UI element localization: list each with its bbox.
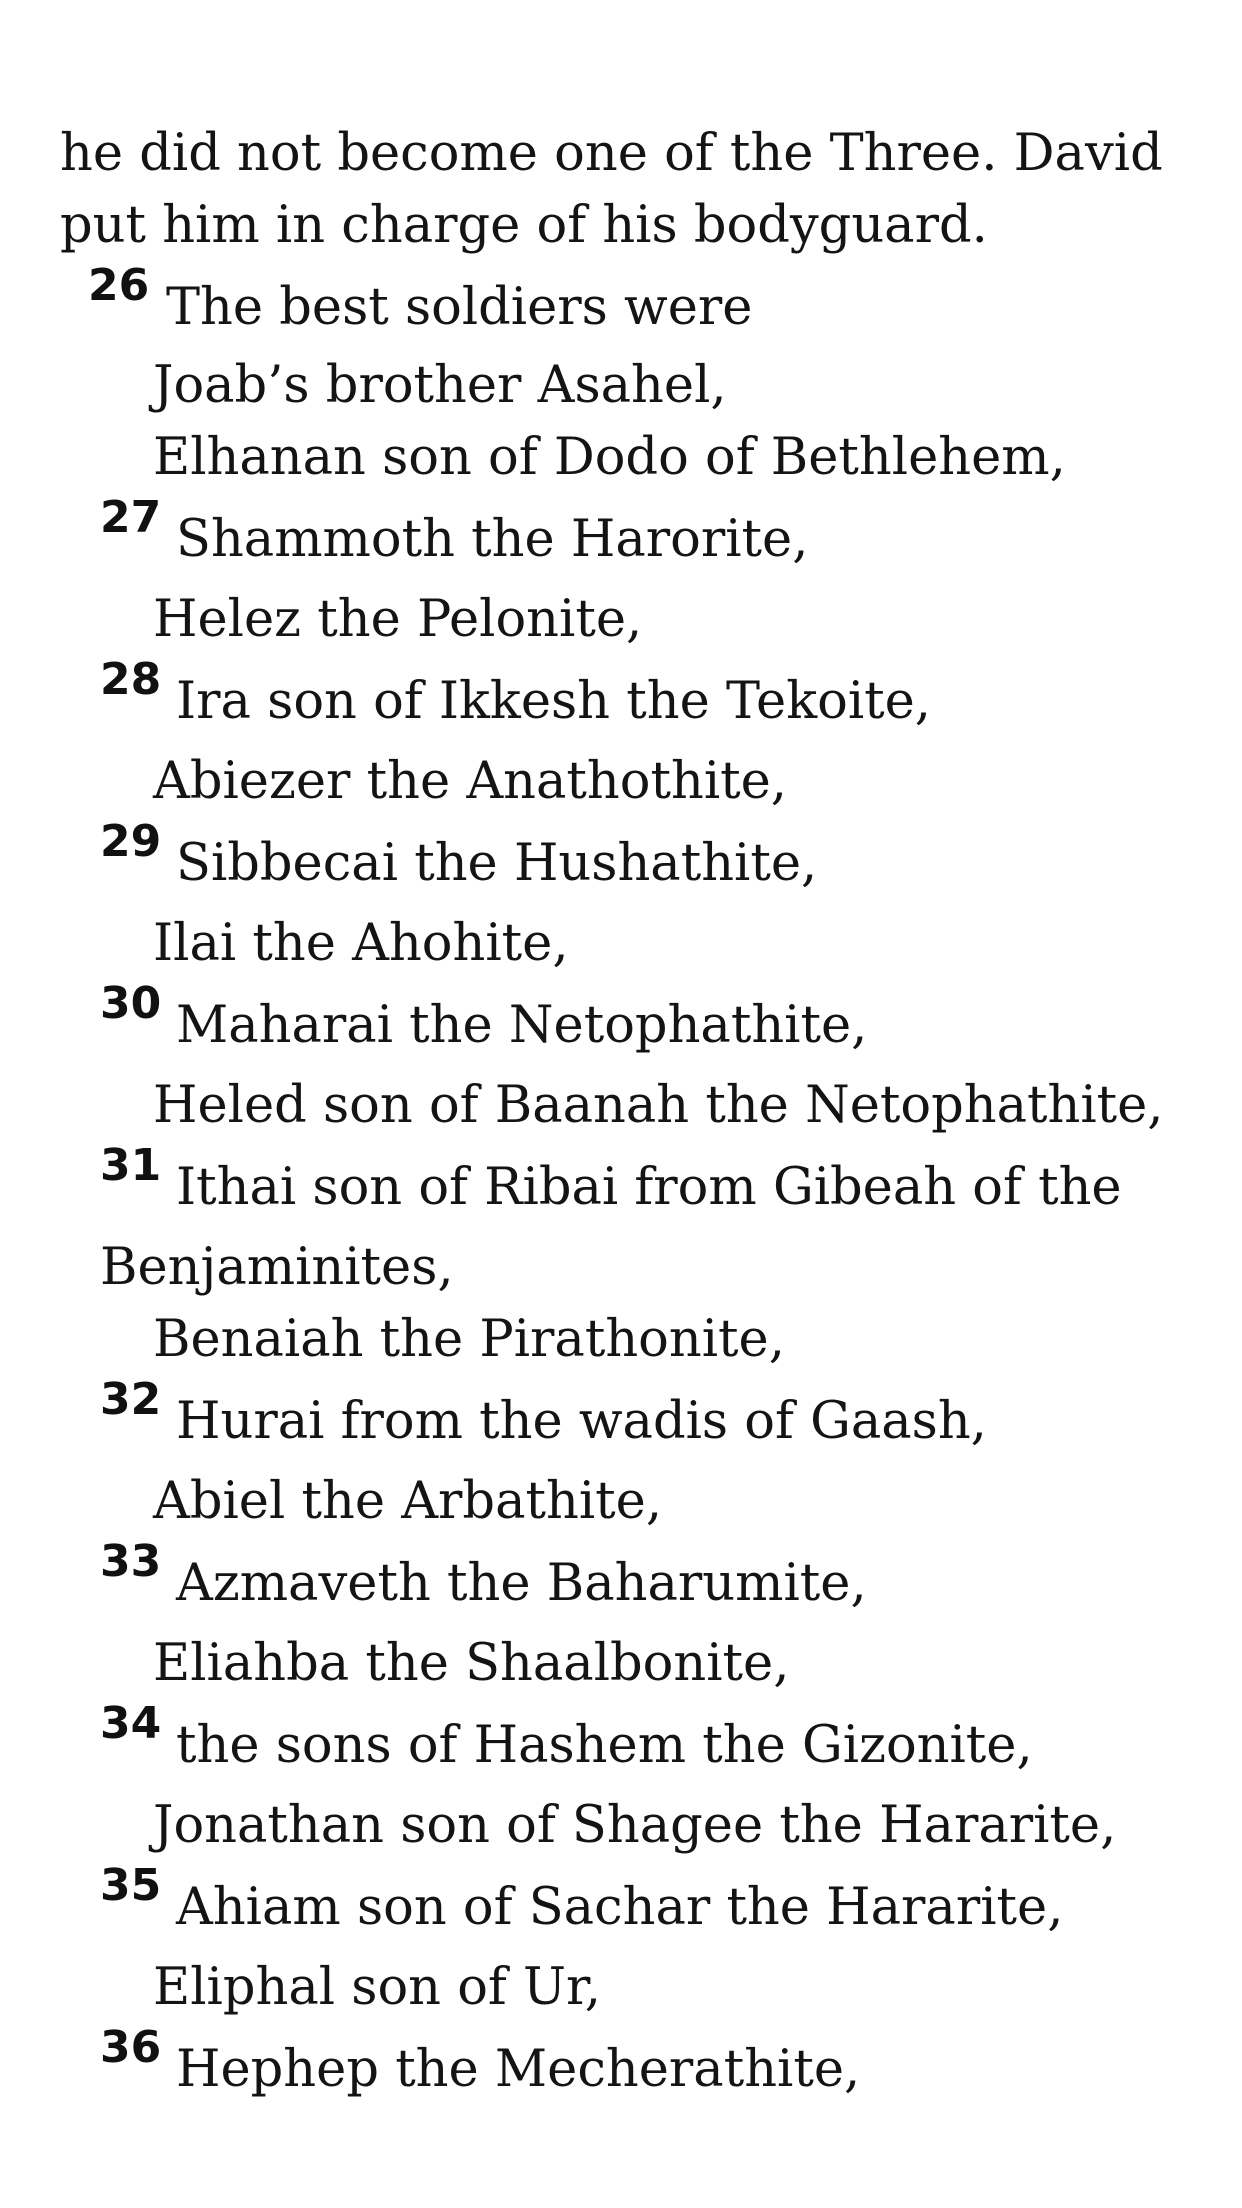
verse-text: Ahiam son of Sachar the Hararite, bbox=[176, 1878, 1064, 1937]
verse-text: The best soldiers were bbox=[166, 278, 753, 337]
verse-line: Joab’s brother Asahel, bbox=[153, 356, 727, 415]
verse-line: Abiezer the Anathothite, bbox=[153, 752, 788, 811]
verse-line: Benaiah the Pirathonite, bbox=[153, 1310, 785, 1369]
verse-text: Hephep the Mecherathite, bbox=[176, 2040, 861, 2099]
verse-number: 32 bbox=[100, 1374, 162, 1425]
verse-line: Jonathan son of Shagee the Hararite, bbox=[153, 1796, 1117, 1855]
verse-line: Ilai the Ahohite, bbox=[153, 914, 569, 973]
verse-line: Eliphal son of Ur, bbox=[153, 1958, 601, 2017]
intro-line: put him in charge of his bodyguard. bbox=[60, 196, 988, 255]
verse-number: 35 bbox=[100, 1860, 162, 1911]
verse-number: 34 bbox=[100, 1698, 162, 1749]
verse-line: Elhanan son of Dodo of Bethlehem, bbox=[153, 428, 1066, 487]
intro-line: he did not become one of the Three. David bbox=[60, 124, 1163, 183]
verse-wrap-line: Benjaminites, bbox=[100, 1238, 454, 1297]
verse-number: 30 bbox=[100, 978, 162, 1029]
verse-text: Ira son of Ikkesh the Tekoite, bbox=[176, 672, 932, 731]
verse-number: 29 bbox=[100, 816, 162, 867]
verse-line: Helez the Pelonite, bbox=[153, 590, 643, 649]
verse-number: 26 bbox=[88, 260, 150, 311]
verse-text: Hurai from the wadis of Gaash, bbox=[176, 1392, 987, 1451]
verse-text: the sons of Hashem the Gizonite, bbox=[176, 1716, 1033, 1775]
verse-line: Abiel the Arbathite, bbox=[153, 1472, 663, 1531]
verse-line: Eliahba the Shaalbonite, bbox=[153, 1634, 790, 1693]
verse-text: Sibbecai the Hushathite, bbox=[176, 834, 818, 893]
verse-line: Heled son of Baanah the Netophathite, bbox=[153, 1076, 1164, 1135]
verse-number: 31 bbox=[100, 1140, 162, 1191]
verse-number: 33 bbox=[100, 1536, 162, 1587]
verse-text: Azmaveth the Baharumite, bbox=[176, 1554, 867, 1613]
verse-text: Maharai the Netophathite, bbox=[176, 996, 868, 1055]
verse-number: 36 bbox=[100, 2022, 162, 2073]
verse-number: 27 bbox=[100, 492, 162, 543]
verse-text: Shammoth the Harorite, bbox=[176, 510, 809, 569]
verse-text: Ithai son of Ribai from Gibeah of the bbox=[176, 1158, 1122, 1217]
verse-number: 28 bbox=[100, 654, 162, 705]
